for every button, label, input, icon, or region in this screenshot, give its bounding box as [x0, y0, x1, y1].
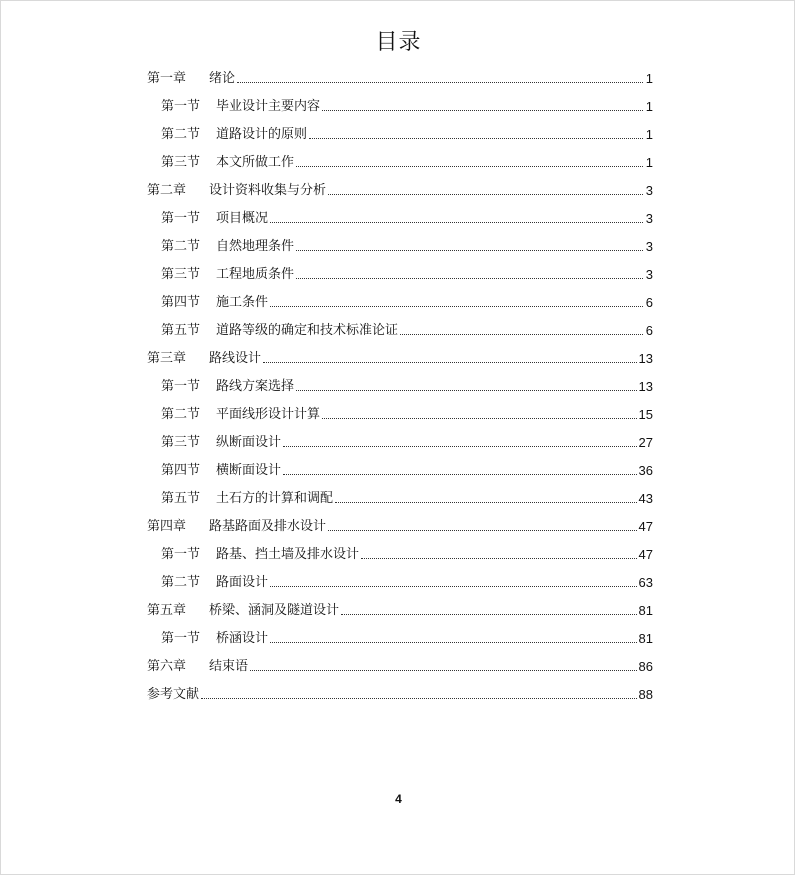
toc-entry[interactable]	[147, 451, 653, 479]
toc-entry-title: 桥梁、涵洞及隧道设计	[209, 603, 340, 618]
toc-entry-number: 第一节	[161, 631, 201, 646]
toc-entry-title: 设计资料收集与分析	[209, 183, 327, 198]
toc-entry-page: 81	[638, 603, 653, 618]
toc-entry-title: 路线方案选择	[216, 379, 295, 394]
toc-entry[interactable]	[147, 367, 653, 395]
dot-leader	[283, 446, 637, 447]
toc-entry-page: 1	[645, 71, 653, 86]
toc-entry-number: 第二节	[161, 575, 201, 590]
dot-leader	[237, 82, 643, 83]
toc-entry-number: 第二章	[147, 183, 187, 198]
dot-leader	[328, 194, 643, 195]
toc-entry[interactable]	[147, 479, 653, 507]
dot-leader	[296, 278, 643, 279]
toc-entry[interactable]	[147, 535, 653, 563]
toc-entry[interactable]	[147, 171, 653, 199]
toc-entry-title: 自然地理条件	[216, 239, 295, 254]
toc-entry[interactable]	[147, 283, 653, 311]
toc-entry[interactable]	[147, 115, 653, 143]
toc-entry-title: 工程地质条件	[216, 267, 295, 282]
toc-entry-number: 第一节	[161, 211, 201, 226]
dot-leader	[283, 474, 637, 475]
toc-entry-page: 63	[638, 575, 653, 590]
toc-entry-page: 43	[638, 491, 653, 506]
toc-entry-page: 3	[645, 267, 653, 282]
page-title: 目录	[375, 30, 422, 55]
toc-entry[interactable]	[147, 395, 653, 423]
toc-entry-number: 第一节	[161, 547, 201, 562]
dot-leader	[322, 110, 643, 111]
toc-entry-number: 第四节	[161, 463, 201, 478]
toc-entry[interactable]	[147, 227, 653, 255]
toc-entry-page: 3	[645, 211, 653, 226]
toc-entry-number: 第三章	[147, 351, 187, 366]
dot-leader	[296, 250, 643, 251]
toc-entry[interactable]	[147, 423, 653, 451]
toc-entry-page: 3	[645, 239, 653, 254]
toc-entry[interactable]	[147, 507, 653, 535]
toc-entry-number: 第二节	[161, 239, 201, 254]
toc-entry-number: 第五章	[147, 603, 187, 618]
toc-entry-page: 3	[645, 183, 653, 198]
toc-entry-number: 第一节	[161, 99, 201, 114]
toc-entry-page: 13	[638, 351, 653, 366]
toc-entry[interactable]	[147, 311, 653, 339]
table-of-contents	[147, 59, 653, 703]
toc-entry[interactable]	[147, 591, 653, 619]
toc-entry-number: 第一章	[147, 71, 187, 86]
dot-leader	[270, 222, 643, 223]
dot-leader	[322, 418, 637, 419]
toc-entry-title: 本文所做工作	[216, 155, 295, 170]
toc-entry-title: 路基路面及排水设计	[209, 519, 327, 534]
toc-entry[interactable]	[147, 143, 653, 171]
toc-entry-number: 第四节	[161, 295, 201, 310]
dot-leader	[270, 306, 643, 307]
dot-leader	[335, 502, 637, 503]
toc-entry[interactable]	[147, 675, 653, 703]
toc-entry-title: 横断面设计	[216, 463, 282, 478]
toc-entry-title: 施工条件	[216, 295, 269, 310]
dot-leader	[328, 530, 637, 531]
toc-entry-page: 81	[638, 631, 653, 646]
toc-entry[interactable]	[147, 619, 653, 647]
toc-entry-page: 1	[645, 99, 653, 114]
toc-entry-title: 道路设计的原则	[216, 127, 308, 142]
toc-entry[interactable]	[147, 199, 653, 227]
dot-leader	[270, 586, 637, 587]
toc-entry[interactable]	[147, 339, 653, 367]
dot-leader	[341, 614, 637, 615]
toc-entry-title: 桥涵设计	[216, 631, 269, 646]
toc-entry-page: 47	[638, 519, 653, 534]
toc-entry-number: 第五节	[161, 491, 201, 506]
toc-entry-number: 第三节	[161, 267, 201, 282]
toc-entry-title: 路基、挡土墙及排水设计	[216, 547, 360, 562]
toc-entry-title: 毕业设计主要内容	[216, 99, 321, 114]
toc-entry-page: 88	[638, 687, 653, 702]
dot-leader	[361, 558, 637, 559]
toc-entry-title: 项目概况	[216, 211, 269, 226]
toc-entry-page: 15	[638, 407, 653, 422]
toc-entry[interactable]	[147, 59, 653, 87]
toc-entry-title: 道路等级的确定和技术标准论证	[216, 323, 399, 338]
toc-entry-page: 27	[638, 435, 653, 450]
toc-entry[interactable]	[147, 87, 653, 115]
toc-entry-number: 第一节	[161, 379, 201, 394]
toc-entry-title: 平面线形设计计算	[216, 407, 321, 422]
toc-entry-number: 第二节	[161, 127, 201, 142]
toc-entry-title: 结束语	[209, 659, 249, 674]
toc-entry-title: 路线设计	[209, 351, 262, 366]
toc-entry-page: 1	[645, 155, 653, 170]
toc-entry[interactable]	[147, 563, 653, 591]
toc-entry-title: 土石方的计算和调配	[216, 491, 334, 506]
toc-entry-title: 参考文献	[147, 687, 200, 702]
dot-leader	[263, 362, 637, 363]
toc-entry-number: 第六章	[147, 659, 187, 674]
toc-entry-page: 1	[645, 127, 653, 142]
toc-entry-number: 第三节	[161, 435, 201, 450]
toc-entry-page: 86	[638, 659, 653, 674]
dot-leader	[201, 698, 637, 699]
dot-leader	[270, 642, 637, 643]
toc-entry-page: 13	[638, 379, 653, 394]
toc-entry-number: 第二节	[161, 407, 201, 422]
toc-entry-title: 绪论	[209, 71, 236, 86]
toc-entry-number: 第五节	[161, 323, 201, 338]
dot-leader	[250, 670, 637, 671]
toc-entry[interactable]	[147, 255, 653, 283]
toc-entry-page: 6	[645, 295, 653, 310]
dot-leader	[309, 138, 643, 139]
dot-leader	[296, 390, 637, 391]
toc-entry-page: 6	[645, 323, 653, 338]
toc-entry-title: 路面设计	[216, 575, 269, 590]
dot-leader	[296, 166, 643, 167]
toc-entry[interactable]	[147, 647, 653, 675]
toc-entry-title: 纵断面设计	[216, 435, 282, 450]
toc-entry-page: 36	[638, 463, 653, 478]
dot-leader	[400, 334, 643, 335]
toc-entry-number: 第四章	[147, 519, 187, 534]
toc-entry-page: 47	[638, 547, 653, 562]
toc-entry-number: 第三节	[161, 155, 201, 170]
page-number: 4	[395, 792, 402, 806]
